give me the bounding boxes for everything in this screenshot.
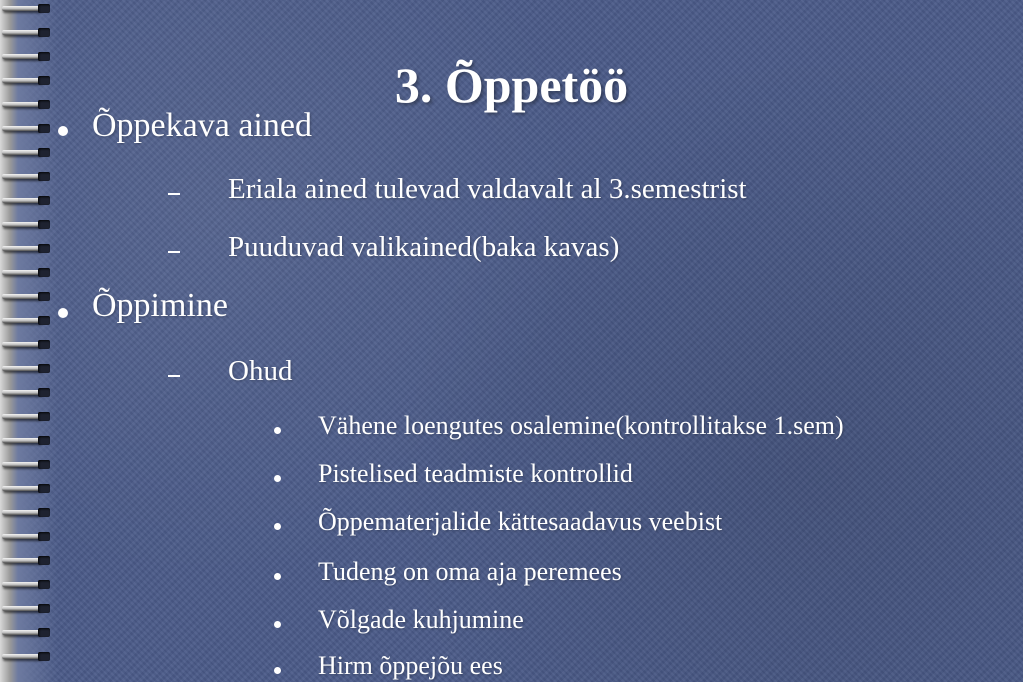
bullet-dot-icon [58,308,68,318]
dash-icon [168,251,180,253]
binding-ring [2,652,54,663]
bullet-dot-icon [274,621,281,628]
binding-ring [2,364,54,375]
binding-ring [2,628,54,639]
binding-ring [2,244,54,255]
binding-ring [2,460,54,471]
bullet-dot-icon [58,126,68,136]
binding-ring [2,148,54,159]
binding-ring [2,316,54,327]
sub-bullet-text: Eriala ained tulevad valdavalt al 3.semestrist [228,173,747,205]
binding-ring [2,580,54,591]
sub-sub-bullet-text: Tudeng on oma aja peremees [318,557,622,586]
sub-bullet-text: Puuduvad valikained(baka kavas) [228,231,620,263]
dash-icon [168,193,180,195]
binding-ring [2,4,54,15]
binding-ring [2,172,54,183]
binding-ring [2,28,54,39]
bullet-dot-icon [274,523,281,530]
binding-ring [2,268,54,279]
binding-ring [2,532,54,543]
binding-ring [2,220,54,231]
binding-ring [2,556,54,567]
sub-sub-bullet-text: Vähene loengutes osalemine(kontrollitakse 1.sem) [318,411,844,440]
bullet-text: Õppimine [92,287,228,324]
bullet-text: Õppekava ained [92,107,312,144]
sub-sub-bullet-text: Pistelised teadmiste kontrollid [318,459,633,488]
sub-sub-bullet-text: Võlgade kuhjumine [318,605,524,634]
binding-ring [2,388,54,399]
binding-ring [2,340,54,351]
dash-icon [168,375,180,377]
sub-sub-bullet-text: Õppematerjalide kättesaadavus veebist [318,507,723,536]
binding-ring [2,484,54,495]
bullet-dot-icon [274,475,281,482]
binding-ring [2,124,54,135]
bullet-dot-icon [274,667,281,674]
binding-ring [2,412,54,423]
sub-bullet-text: Ohud [228,355,293,387]
slide-title: 3. Õppetöö [394,57,629,113]
bullet-dot-icon [274,427,281,434]
binding-ring [2,196,54,207]
sub-sub-bullet-text: Hirm õppejõu ees [318,651,503,680]
bullet-dot-icon [274,573,281,580]
binding-ring [2,604,54,615]
binding-ring [2,292,54,303]
binding-ring [2,436,54,447]
binding-ring [2,508,54,519]
